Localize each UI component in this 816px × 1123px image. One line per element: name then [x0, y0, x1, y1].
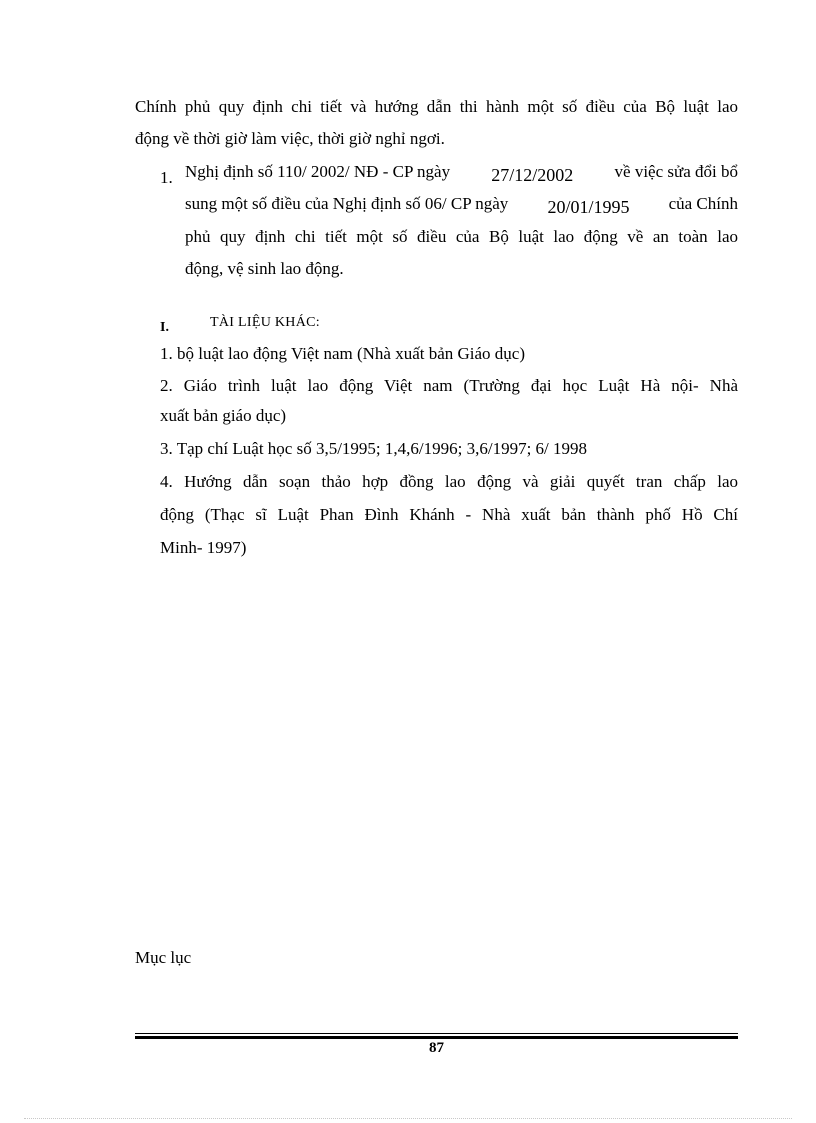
reference-item-4-line-3: Minh- 1997)	[160, 538, 247, 557]
reference-item-2-line-2: xuất bản giáo dục)	[160, 406, 287, 425]
reference-item-3: 3. Tạp chí Luật học số 3,5/1995; 1,4,6/1996; 3,6/1997; 6/ 1998	[160, 439, 588, 458]
decree-line-2-a: sung một số điều của Nghị định số 06/ CP ngày	[185, 194, 509, 213]
reference-item-4-line-1: 4. Hướng dẫn soạn thảo hợp đồng lao động và giải quyết tran chấp lao	[160, 472, 738, 491]
decree-line-3: phủ quy định chi tiết một số điều của Bộ luật lao động về an toàn lao	[185, 227, 738, 246]
decree-line-1-a: Nghị định số 110/ 2002/ NĐ - CP ngày	[185, 162, 451, 181]
decree-line-2-b: của Chính	[668, 194, 738, 213]
decree-line-2	[185, 193, 738, 215]
decree-line-4: động, vệ sinh lao động.	[185, 259, 344, 278]
reference-item-4-line-2: động (Thạc sĩ Luật Phan Đình Khánh - Nhà xuất bản thành phố Hồ Chí	[160, 505, 738, 524]
reference-item-1: 1. bộ luật lao động Việt nam (Nhà xuất bản Giáo dục)	[160, 344, 526, 363]
decree-date-2: 20/01/1995	[547, 197, 630, 217]
decree-line-1	[185, 161, 738, 183]
intro-line-2: động về thời giờ làm việc, thời giờ nghỉ ngơi.	[135, 129, 445, 148]
footer-rule-bottom	[135, 1036, 738, 1039]
page-bottom-border	[24, 1118, 792, 1119]
reference-item-2-line-1: 2. Giáo trình luật lao động Việt nam (Trường đại học Luật Hà nội- Nhà	[160, 376, 738, 395]
toc-label[interactable]: Mục lục	[135, 948, 192, 967]
decree-line-1-b: về việc sửa đổi bổ	[614, 162, 738, 181]
footer-rule-top	[135, 1033, 738, 1034]
section-title: TÀI LIỆU KHÁC:	[210, 315, 320, 330]
section-number: I.	[160, 320, 169, 335]
decree-number: 1.	[160, 168, 173, 187]
decree-date-1: 27/12/2002	[491, 165, 574, 185]
page-number: 87	[429, 1040, 444, 1056]
intro-line-1: Chính phủ quy định chi tiết và hướng dẫn thi hành một số điều của Bộ luật lao	[135, 97, 738, 116]
